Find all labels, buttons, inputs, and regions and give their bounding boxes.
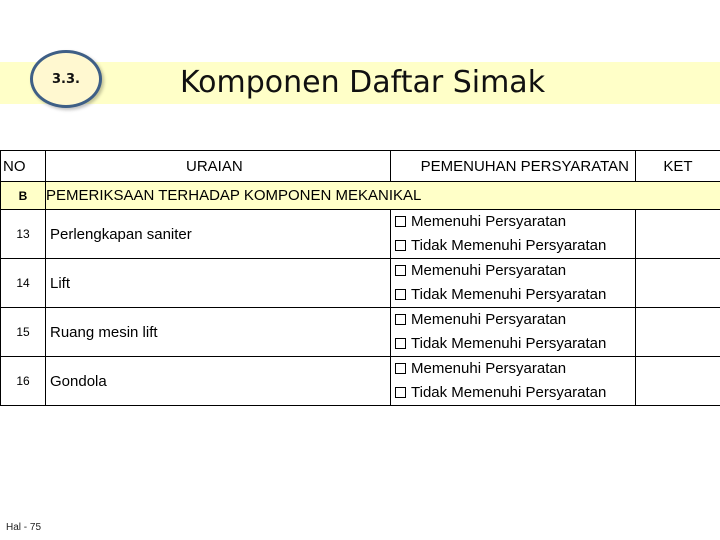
- row-number: 16: [1, 357, 46, 406]
- option-memenuhi[interactable]: [395, 357, 635, 381]
- row-number: 14: [1, 259, 46, 308]
- option-label: Memenuhi Persyaratan: [411, 262, 567, 279]
- checkbox-icon[interactable]: [395, 314, 406, 325]
- option-label: Tidak Memenuhi Persyaratan: [411, 237, 607, 254]
- column-header-ket: KET: [636, 151, 720, 182]
- group-label: PEMERIKSAAN TERHADAP KOMPONEN MEKANIKAL: [46, 182, 720, 210]
- page-title: Komponen Daftar Simak: [180, 65, 546, 100]
- checkbox-icon[interactable]: [395, 240, 406, 251]
- option-tidak-memenuhi[interactable]: [395, 234, 635, 258]
- row-pemenuhan: [391, 308, 636, 357]
- checkbox-icon[interactable]: [395, 338, 406, 349]
- row-uraian: Ruang mesin lift: [46, 308, 391, 357]
- row-pemenuhan: [391, 210, 636, 259]
- option-tidak-memenuhi[interactable]: [395, 381, 635, 405]
- row-ket[interactable]: [636, 357, 720, 406]
- column-header-uraian: URAIAN: [46, 151, 391, 182]
- option-label: Memenuhi Persyaratan: [411, 311, 567, 328]
- section-number: 3.3.: [52, 71, 80, 87]
- row-uraian: Gondola: [46, 357, 391, 406]
- checkbox-icon[interactable]: [395, 363, 406, 374]
- row-uraian: Lift: [46, 259, 391, 308]
- row-ket[interactable]: [636, 308, 720, 357]
- option-memenuhi[interactable]: [395, 210, 635, 234]
- option-tidak-memenuhi[interactable]: [395, 283, 635, 307]
- row-uraian: Perlengkapan saniter: [46, 210, 391, 259]
- group-row-mekanikal: [1, 182, 720, 210]
- option-memenuhi[interactable]: [395, 308, 635, 332]
- table-row: [1, 210, 720, 259]
- option-label: Memenuhi Persyaratan: [411, 360, 567, 377]
- option-label: Tidak Memenuhi Persyaratan: [411, 335, 607, 352]
- group-code: B: [1, 182, 46, 210]
- option-label: Memenuhi Persyaratan: [411, 213, 567, 230]
- checkbox-icon[interactable]: [395, 216, 406, 227]
- option-memenuhi[interactable]: [395, 259, 635, 283]
- table-header-row: [1, 151, 720, 182]
- section-number-badge: [30, 50, 102, 108]
- table-row: [1, 308, 720, 357]
- option-label: Tidak Memenuhi Persyaratan: [411, 384, 607, 401]
- column-header-pemenuhan: PEMENUHAN PERSYARATAN: [391, 151, 636, 182]
- row-ket[interactable]: [636, 259, 720, 308]
- table-row: [1, 259, 720, 308]
- column-header-no: NO: [1, 151, 46, 182]
- row-pemenuhan: [391, 357, 636, 406]
- option-label: Tidak Memenuhi Persyaratan: [411, 286, 607, 303]
- checkbox-icon[interactable]: [395, 387, 406, 398]
- checklist-table: [0, 150, 720, 406]
- table-row: [1, 357, 720, 406]
- row-ket[interactable]: [636, 210, 720, 259]
- row-number: 15: [1, 308, 46, 357]
- checkbox-icon[interactable]: [395, 265, 406, 276]
- row-number: 13: [1, 210, 46, 259]
- page-number: Hal - 75: [6, 522, 42, 533]
- option-tidak-memenuhi[interactable]: [395, 332, 635, 356]
- row-pemenuhan: [391, 259, 636, 308]
- checkbox-icon[interactable]: [395, 289, 406, 300]
